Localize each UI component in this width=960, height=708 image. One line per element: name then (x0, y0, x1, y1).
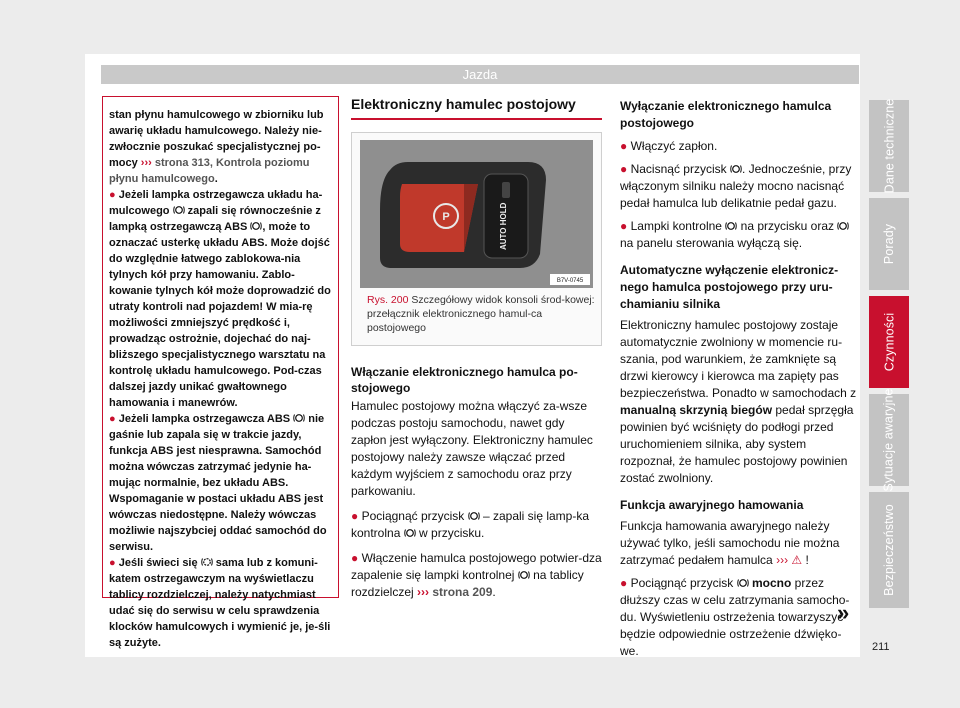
figure (351, 132, 602, 346)
svg-text:P: P (442, 211, 450, 223)
section-column (351, 96, 602, 601)
abs-icon (293, 413, 305, 423)
brake-pad-icon (201, 557, 213, 567)
parking-brake-icon (404, 528, 416, 538)
bullet-enable-2: ● Włączenie hamulca postojowego potwier-dza zapalenie się lampki kontrolnej na tablicy rozdzielczej ››› strona 209. (351, 551, 602, 599)
section-title: Elektroniczny hamulec postojowy (351, 96, 602, 120)
subheading-emergency: Funkcja awaryjnego hamowania (620, 498, 804, 512)
subheading-enable: Włączanie elektronicznego hamulca po-stojowego (351, 365, 578, 395)
figure-caption: Rys. 200 Szczegółowy widok konsoli środ-kowej: przełącznik elektronicznego hamul-ca postojowego (367, 294, 595, 334)
abs-icon (250, 221, 262, 231)
warning-bullet-1: ● Jeżeli lampka ostrzegawcza układu ha-mulcowego zapali się równocześnie z lampką ostrzegawczą ABS , może to oznaczać usterkę układu ABS. Może dojść do względnie łatwego zablokowa-nia tylnych kół przy hamowaniu. Zablo-kowanie tylnych kół może doprowadzić do utraty kontroli nad pojazdem! W mia-rę możliwości zmniejszyć prędkość i, prowadząc ostrożnie, dojechać do naj-bliższego specjalistycznego warsztatu na kontrolę układu hamulcowego. Pod-czas dalszej jazdy unikać gwałtownego hamowania i manewrów. (109, 189, 331, 409)
link-arrow[interactable]: ››› (776, 553, 789, 567)
brake-warning-icon (173, 205, 185, 215)
bullet-emergency: ● Pociągnąć przycisk mocno przez dłuższy czas w celu zatrzymania samocho-du. Wyświetleniu ostrzeżenia towarzyszyć będzie odpowiednie ostrzeżenie dźwięko-we. (620, 576, 850, 658)
figure-code: B7V-0745 (556, 278, 584, 284)
parking-brake-icon (737, 578, 749, 588)
tab-czynnosci[interactable]: Czynności (869, 296, 909, 388)
page-number: 211 (872, 641, 890, 653)
subheading-disable: Wyłączanie elektronicznego hamulca postojowego (620, 99, 832, 130)
brake-warning-icon (837, 221, 849, 231)
tab-sytuacje-awaryjne[interactable]: Sytuacje awaryjne (869, 394, 909, 486)
parking-brake-icon (730, 164, 742, 174)
warning-bullet-3: ● Jeśli świeci się sama lub z komuni-katem ostrzegawczym na wyświetlaczu tablicy rozdzielczej, należy natychmiast udać się do serwisu w celu sprawdzenia klocków hamulcowych i wymienić je, je-śli są zużyte. (109, 557, 331, 649)
tab-dane-techniczne[interactable]: Dane techniczne (869, 100, 909, 192)
warning-box (102, 96, 339, 649)
warning-paragraph: stan płynu hamulcowego w zbiorniku lub awarię układu hamulcowego. Należy nie-zwłocznie poszukać specjalistycznej po-mocy ››› strona 313, Kontrola poziomu płynu hamulcowego. (109, 109, 324, 185)
warning-triangle-icon: ⚠ (788, 553, 803, 567)
tab-bezpieczenstwo[interactable]: Bezpieczeństwo (869, 492, 909, 608)
parking-brake-icon (518, 570, 530, 580)
chapter-tabs (869, 100, 909, 608)
section-column-right (620, 98, 858, 660)
bullet-disable-1: ● Włączyć zapłon. (620, 139, 718, 153)
page-link[interactable]: ››› strona 313, Kontrola poziomu płynu hamulcowego (109, 157, 310, 185)
page-header: Jazda (101, 65, 859, 84)
tab-porady[interactable]: Porady (869, 198, 909, 290)
paragraph-emergency: Funkcja hamowania awaryjnego należy używać tylko, jeśli samochodu nie można zatrzymać pedałem hamulca ››› ⚠ ! (620, 519, 840, 567)
bullet-enable-1: ● Pociągnąć przycisk – zapali się lamp-ka kontrolna w przycisku. (351, 509, 590, 540)
bullet-disable-2: ● Nacisnąć przycisk . Jednocześnie, przy włączonym silniku należy mocno nacisnąć pedał hamulca lub delikatnie pedał gazu. (620, 162, 852, 210)
parking-brake-icon (725, 221, 737, 231)
paragraph-auto-release: Elektroniczny hamulec postojowy zostaje automatycznie zwolniony w momencie ru-szania, pod warunkiem, że zamknięte są drzwi kierowcy i kierowca ma zapięty pas bezpieczeństwa. Ponadto w samochodach z manualną skrzynią biegów pedał sprzęgła powinien być wciśnięty do podłogi przed uruchomieniem silnika, aby system rozpoznał, że hamulec postojowy powinien zostać zwolniony. (620, 318, 857, 485)
paragraph-enable: Hamulec postojowy można włączyć za-wsze podczas postoju samochodu, nawet gdy zapłon jest wyłączony. Elektroniczny hamulec postojowy należy zawsze włączać przed każdym wyjściem z samochodu oraz przy parkowaniu. (351, 399, 593, 498)
console-photo (360, 140, 593, 288)
parking-brake-icon (468, 511, 480, 521)
continue-arrow: » (837, 600, 850, 625)
auto-hold-label: AUTO HOLD (499, 202, 508, 250)
warning-bullet-2: ● Jeżeli lampka ostrzegawcza ABS nie gaśnie lub zapala się w trakcie jazdy, funkcja ABS jest niesprawna. Samochód można wówczas zatrzymać jedynie ha-mując normalnie, bez układu ABS. Wspomaganie w postaci układu ABS jest wówczas niedostępne. Należy wówczas możliwie najszybciej oddać samochód do serwisu. (109, 413, 327, 553)
bullet-disable-3: ● Lampki kontrolne na przycisku oraz na panelu sterowania wyłączą się. (620, 218, 858, 252)
subheading-auto-release: Automatyczne wyłączenie elektronicz-nego hamulca postojowego przy uru-chamianiu silnika (620, 263, 839, 311)
page-link[interactable]: ››› strona 209 (417, 585, 493, 599)
